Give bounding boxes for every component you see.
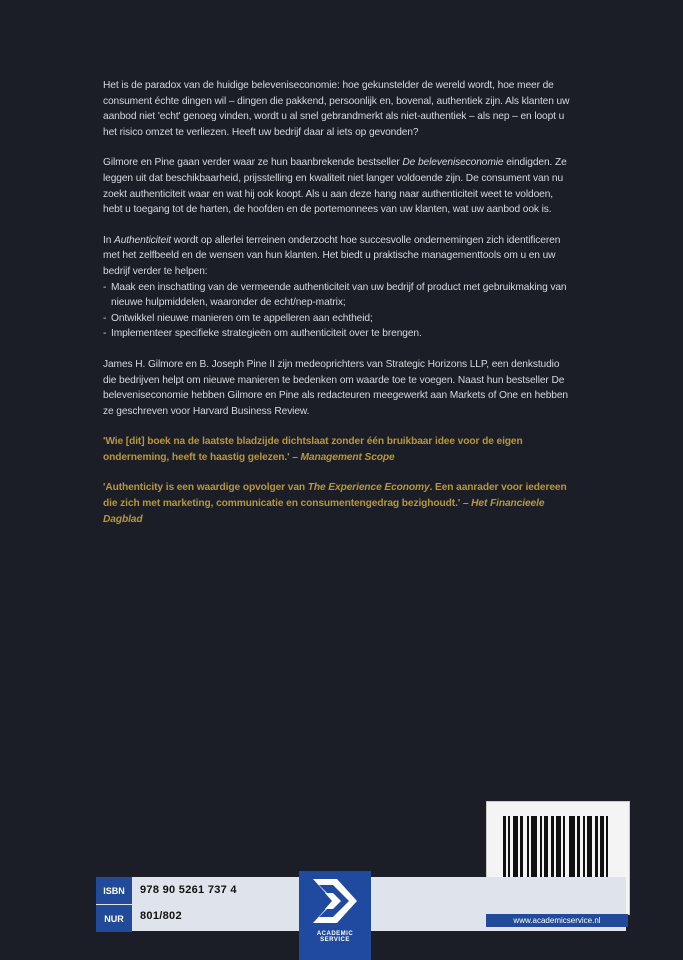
quote-source: Management Scope — [300, 451, 395, 463]
blurb-text — [103, 78, 573, 542]
paragraph-intro: Het is de paradox van de huidige beleveniseconomie: hoe gekunstelder de wereld wordt, hoe meer de consument échte dingen wil – dingen die pakkend, persoonlijk en, bovenal, authentiek zijn. Als klanten uw aanbod niet 'echt' genoeg vinden, wordt u al snel gebrandmerkt als niet-authentiek – als nep – en loopt u het risico omzet te verliezen. Heeft uw bedrijf daar al iets op gevonden? — [103, 80, 570, 138]
list-item-text: Ontwikkel nieuwe manieren om te appelleren aan echtheid; — [111, 312, 373, 324]
quote-text: . Een aanrader voor iedereen die zich met marketing, communicatie en consumentengedrag bezighoudt.' – — [103, 482, 567, 510]
isbn-label: ISBN — [96, 877, 132, 904]
nur-label: NUR — [96, 904, 132, 932]
list-item: - Implementeer specifieke strategieën om authenticiteit over te brengen. — [103, 328, 422, 340]
quote-text: 'Authenticity is een waardige opvolger van — [103, 482, 308, 494]
paragraph-text: wordt op allerlei terreinen onderzocht hoe succesvolle ondernemingen zich identificeren met het zelfbeeld en de wensen van hun klanten. Het biedt u praktische managementtools om u en uw bedrijf verder te helpen: — [103, 234, 561, 277]
chevron-arrow-logo-icon — [299, 871, 371, 931]
publisher-logo — [299, 871, 371, 960]
paragraph-text: eindigden. Ze leggen uit dat beschikbaarheid, prijsstelling en kwaliteit niet langer voldoende zijn. De consument van nu zoekt authenticiteit waar en wat hij ook koopt. Als u aan deze hang naar authenticiteit weet te voldoen, hebt u toegang tot de harten, de hoofden en de portemonnees van uw klanten, wat uw aanbod ook is. — [103, 157, 567, 216]
paragraph-text: In — [103, 234, 115, 246]
list-item-text: Implementeer specifieke strategieën om authenticiteit over te brengen. — [111, 328, 422, 340]
book-title-italic: Authenticiteit — [114, 234, 171, 246]
publisher-url[interactable]: www.academicservice.nl — [486, 914, 628, 927]
review-quote-1 — [103, 434, 573, 465]
publisher-line-2: SERVICE — [320, 937, 350, 943]
quote-book-title: The Experience Economy — [307, 482, 430, 494]
book-title-italic: De beleveniseconomie — [402, 157, 504, 169]
nur-value: 801/802 — [140, 910, 182, 922]
paragraph-authors: James H. Gilmore en B. Joseph Pine II zijn medeoprichters van Strategic Horizons LLP, een denkstudio die bedrijven helpt om nieuwe manieren te bedenken om waarde toe te voegen. Naast hun bestseller De beleveniseconomie hebben Gilmore en Pine als redacteuren meegewerkt aan Markets of One en hebben ze geschreven voor Harvard Business Review. — [103, 358, 568, 417]
publisher-line-1: ACADEMIC — [316, 931, 354, 937]
tools-list — [103, 280, 573, 342]
quote-source: Het Financieele Dagblad — [103, 498, 545, 525]
list-item: - Maak een inschatting van de vermeende authenticiteit van uw bedrijf of product met gebruikmaking van nieuwe hulpmiddelen, waaronder de echt/nep-matrix; — [103, 281, 567, 309]
isbn-value: 978 90 5261 737 4 — [140, 884, 237, 896]
list-item: - Ontwikkel nieuwe manieren om te appelleren aan echtheid; — [103, 312, 373, 324]
paragraph-text: Gilmore en Pine gaan verder waar ze hun baanbrekende bestseller — [103, 157, 403, 169]
review-quote-2 — [103, 480, 573, 527]
publisher-name — [307, 931, 363, 943]
paragraph-book-context — [103, 155, 573, 217]
paragraph-tools — [103, 233, 573, 280]
list-item-text: Maak een inschatting van de vermeende authenticiteit van uw bedrijf of product met gebruikmaking van nieuwe hulpmiddelen, waaronder de echt/nep-matrix; — [111, 281, 567, 309]
quote-text: 'Wie [dit] boek na de laatste bladzijde dichtslaat zonder één bruikbaar idee voor de eigen onderneming, heeft te haastig gelezen.' – — [103, 436, 523, 463]
